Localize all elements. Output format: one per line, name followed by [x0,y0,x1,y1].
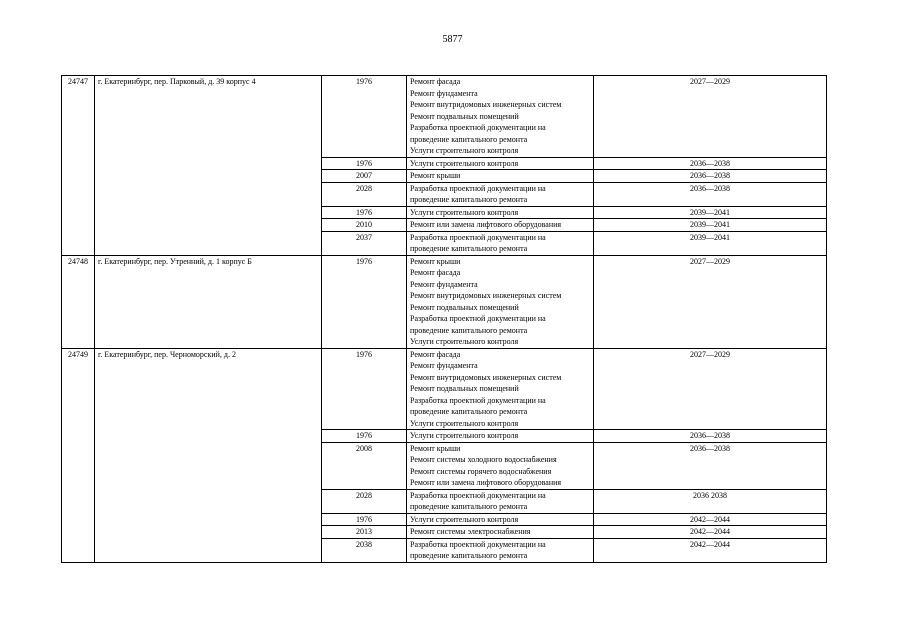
work-item: Ремонт крыши [410,171,461,180]
table-row [62,76,827,158]
year-cell: 1976 [322,513,407,526]
page-number: 5877 [442,34,463,45]
year-cell: 2008 [322,442,407,489]
period-cell: 2042—2044 [594,538,827,562]
work-item: Разработка проектной документации на [410,123,546,132]
house-id-cell: 24749 [62,348,95,562]
year-cell: 2028 [322,182,407,206]
period-cell: 2039—2041 [594,206,827,219]
work-item: Услуги строительного контроля [410,146,519,155]
work-item: Разработка проектной документации на [410,539,546,549]
works-cell [407,538,594,562]
year-cell: 2010 [322,219,407,232]
works-cell [407,231,594,255]
works-cell [407,430,594,443]
work-item: Разработка проектной документации на [410,232,546,242]
works-cell [407,170,594,183]
work-item: Ремонт системы холодного водоснабжения [410,455,557,464]
period-cell: 2036—2038 [594,430,827,443]
work-item: Разработка проектной документации на [410,183,546,193]
work-item: Ремонт фундамента [410,279,478,289]
work-item: Ремонт фасада [410,268,461,277]
work-item: Ремонт подвальных помещений [410,302,519,312]
work-item: Услуги строительного контроля [410,337,519,346]
work-item: проведение капитального ремонта [410,134,528,144]
year-cell: 1976 [322,430,407,443]
year-cell: 2028 [322,489,407,513]
period-cell: 2027—2029 [594,255,827,348]
house-address-cell: г. Екатеринбург, пер. Черноморский, д. 2 [95,348,322,562]
work-item: Услуги строительного контроля [410,514,519,524]
works-cell [407,255,594,348]
work-item: Ремонт системы электроснабжения [410,527,531,536]
work-item: проведение капитального ремонта [410,325,528,335]
year-cell: 2038 [322,538,407,562]
house-address-cell: г. Екатеринбург, пер. Утренний, д. 1 корпус Б [95,255,322,348]
house-id-cell: 24747 [62,76,95,256]
table-row [62,348,827,430]
work-item: Разработка проектной документации на [410,395,546,405]
work-item: Ремонт подвальных помещений [410,111,519,121]
work-item: проведение капитального ремонта [410,551,528,560]
period-cell: 2042—2044 [594,526,827,539]
repair-schedule-table [61,75,827,563]
work-item: Ремонт подвальных помещений [410,384,519,393]
work-item: Ремонт или замена лифтового оборудования [410,220,562,229]
works-cell [407,442,594,489]
table-row [62,255,827,348]
house-id-cell: 24748 [62,255,95,348]
works-cell [407,219,594,232]
work-item: Ремонт внутридомовых инженерных систем [410,372,562,382]
work-item: Услуги строительного контроля [410,418,519,428]
work-item: Разработка проектной документации на [410,490,546,500]
works-cell [407,76,594,158]
period-cell: 2036 2038 [594,489,827,513]
year-cell: 1976 [322,255,407,348]
period-cell: 2039—2041 [594,231,827,255]
work-item: Услуги строительного контроля [410,158,519,168]
works-cell [407,182,594,206]
year-cell: 2007 [322,170,407,183]
work-item: Ремонт внутридомовых инженерных систем [410,100,562,109]
period-cell: 2036—2038 [594,170,827,183]
period-cell: 2027—2029 [594,76,827,158]
work-item: Ремонт фасада [410,349,461,359]
work-item: Ремонт фасада [410,77,461,86]
period-cell: 2036—2038 [594,182,827,206]
work-item: Ремонт крыши [410,443,461,453]
house-address-cell: г. Екатеринбург, пер. Парковый, д. 39 корпус 4 [95,76,322,256]
year-cell: 2037 [322,231,407,255]
work-item: проведение капитального ремонта [410,195,528,204]
works-cell [407,526,594,539]
works-cell [407,206,594,219]
period-cell: 2027—2029 [594,348,827,430]
year-cell: 1976 [322,348,407,430]
work-item: Ремонт системы горячего водоснабжения [410,466,552,476]
work-item: Услуги строительного контроля [410,207,519,217]
works-cell [407,513,594,526]
work-item: Ремонт фундамента [410,88,478,98]
work-item: проведение капитального ремонта [410,244,528,253]
work-item: Ремонт крыши [410,256,461,266]
works-cell [407,489,594,513]
period-cell: 2036—2038 [594,442,827,489]
year-cell: 1976 [322,206,407,219]
year-cell: 1976 [322,157,407,170]
work-item: Ремонт внутридомовых инженерных систем [410,291,562,300]
work-item: Разработка проектной документации на [410,314,546,323]
year-cell: 2013 [322,526,407,539]
period-cell: 2039—2041 [594,219,827,232]
work-item: Услуги строительного контроля [410,431,519,440]
work-item: проведение капитального ремонта [410,502,528,511]
period-cell: 2042—2044 [594,513,827,526]
works-cell [407,348,594,430]
works-cell [407,157,594,170]
year-cell: 1976 [322,76,407,158]
work-item: Ремонт или замена лифтового оборудования [410,478,562,487]
period-cell: 2036—2038 [594,157,827,170]
work-item: Ремонт фундамента [410,361,478,370]
work-item: проведение капитального ремонта [410,407,528,416]
